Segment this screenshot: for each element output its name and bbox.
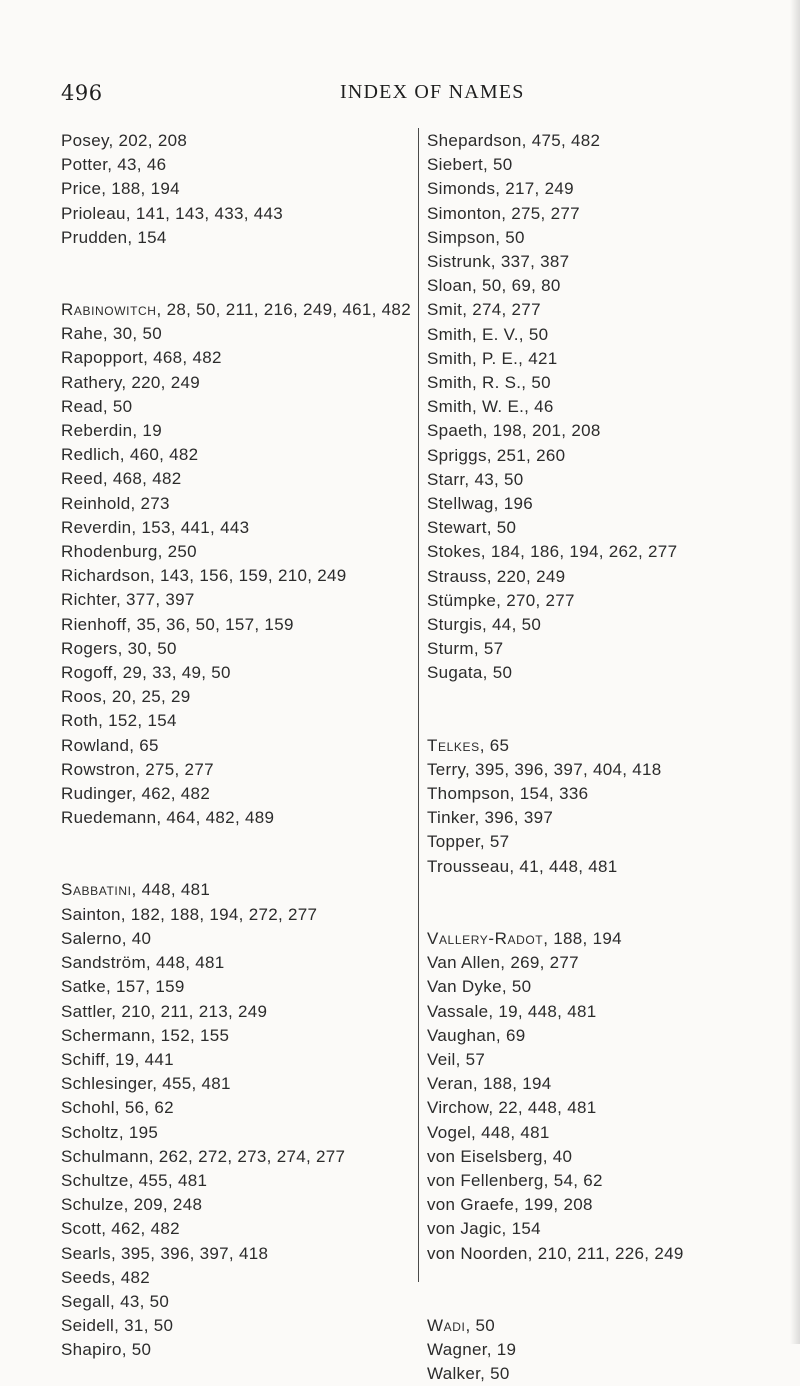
index-entry-text: Rogers, 30, 50 xyxy=(61,638,177,658)
index-entry xyxy=(427,250,787,274)
index-entry xyxy=(61,1145,421,1169)
index-entry xyxy=(427,1000,787,1024)
index-entry xyxy=(61,806,421,830)
page-header xyxy=(0,81,800,121)
index-entry xyxy=(427,540,787,564)
index-entry xyxy=(427,1121,787,1145)
column-divider xyxy=(418,128,419,1282)
index-entry-text: Spriggs, 251, 260 xyxy=(427,445,566,465)
index-entry xyxy=(427,661,787,685)
letter-section-gap xyxy=(427,686,787,734)
index-entry-text: Sturm, 57 xyxy=(427,639,504,659)
index-entry xyxy=(427,758,787,782)
index-entry-text: Rahe, 30, 50 xyxy=(61,324,162,344)
index-entry xyxy=(427,1169,787,1193)
index-entry-text: Rhodenburg, 250 xyxy=(61,542,197,562)
section-lead-name: Sabbatini xyxy=(61,880,132,900)
index-entry xyxy=(61,298,416,322)
letter-section-gap xyxy=(61,250,421,298)
index-entry-text: Spaeth, 198, 201, 208 xyxy=(427,421,601,441)
index-entry xyxy=(61,782,421,806)
index-entry xyxy=(427,734,782,758)
index-entry-text: Schermann, 152, 155 xyxy=(61,1025,230,1045)
index-entry xyxy=(427,1145,787,1169)
index-entry-text: Salerno, 40 xyxy=(61,928,152,948)
index-entry-text: , 65 xyxy=(479,735,510,755)
index-entry-text: Posey, 202, 208 xyxy=(61,131,188,150)
index-entry-text: Rienhoff, 35, 36, 50, 157, 159 xyxy=(61,614,294,634)
index-entry-text: Vogel, 448, 481 xyxy=(427,1122,550,1142)
index-entry-text: Schiff, 19, 441 xyxy=(61,1049,174,1069)
index-entry xyxy=(61,734,421,758)
index-entry-text: Price, 188, 194 xyxy=(61,179,180,199)
index-entry xyxy=(61,1338,421,1362)
index-entry-text: , 28, 50, 211, 216, 249, 461, 482 xyxy=(156,300,411,320)
index-entry xyxy=(61,419,421,443)
index-entry xyxy=(61,1290,421,1314)
index-entry-text: Trousseau, 41, 448, 481 xyxy=(427,856,618,876)
index-column-right xyxy=(427,129,787,1386)
index-entry-text: Walker, 50 xyxy=(427,1364,510,1384)
index-entry xyxy=(427,637,787,661)
index-entry xyxy=(61,975,421,999)
running-head: INDEX OF NAMES xyxy=(340,81,525,103)
index-entry-text: Rathery, 220, 249 xyxy=(61,372,200,392)
index-entry xyxy=(61,540,421,564)
index-entry xyxy=(427,1096,787,1120)
index-entry xyxy=(61,709,421,733)
index-entry-text: von Jagic, 154 xyxy=(427,1219,541,1239)
index-entry xyxy=(61,322,421,346)
index-entry xyxy=(61,395,421,419)
index-entry-text: Shepardson, 475, 482 xyxy=(427,131,601,150)
index-entry-text: Searls, 395, 396, 397, 418 xyxy=(61,1243,269,1263)
index-entry-text: Smit, 274, 277 xyxy=(427,300,541,320)
index-entry-text: , 50 xyxy=(465,1315,496,1335)
index-entry xyxy=(61,588,421,612)
index-entry-text: Segall, 43, 50 xyxy=(61,1291,170,1311)
index-entry xyxy=(427,347,787,371)
index-entry xyxy=(61,758,421,782)
index-entry xyxy=(61,371,421,395)
index-entry-text: Vaughan, 69 xyxy=(427,1025,526,1045)
index-entry-text: Van Allen, 269, 277 xyxy=(427,953,579,973)
index-entry xyxy=(61,129,421,153)
index-entry xyxy=(61,1314,421,1338)
index-entry-text: , 448, 481 xyxy=(131,880,211,900)
index-entry-text: , 188, 194 xyxy=(543,928,622,948)
section-lead-name: Rabinowitch xyxy=(61,300,157,320)
index-entry-text: Sturgis, 44, 50 xyxy=(427,615,542,635)
index-entry-text: Stümpke, 270, 277 xyxy=(427,590,575,610)
index-entry xyxy=(427,202,787,226)
index-entry-text: Sandström, 448, 481 xyxy=(61,953,225,973)
index-entry-text: Simpson, 50 xyxy=(427,227,525,247)
page-number: 496 xyxy=(61,81,103,105)
index-entry-text: Terry, 395, 396, 397, 404, 418 xyxy=(427,759,662,779)
index-entry-text: Stellwag, 196 xyxy=(427,494,533,514)
index-entry xyxy=(427,1338,787,1362)
index-entry-text: Strauss, 220, 249 xyxy=(427,566,566,586)
index-entry-text: Seidell, 31, 50 xyxy=(61,1316,174,1336)
index-entry-text: Schohl, 56, 62 xyxy=(61,1098,174,1118)
index-entry xyxy=(61,661,421,685)
section-lead-name: Wadi xyxy=(427,1315,466,1335)
index-entry xyxy=(427,129,787,153)
index-entry-text: Sainton, 182, 188, 194, 272, 277 xyxy=(61,904,318,924)
section-lead-name: Vallery-Radot xyxy=(427,928,544,948)
index-entry-text: Smith, E. V., 50 xyxy=(427,324,549,344)
index-entry xyxy=(427,565,787,589)
index-entry-text: Thompson, 154, 336 xyxy=(427,784,589,804)
index-entry-text: Seeds, 482 xyxy=(61,1267,151,1287)
index-entry xyxy=(61,153,421,177)
index-entry xyxy=(427,226,787,250)
index-entry xyxy=(61,564,421,588)
index-entry-text: Sugata, 50 xyxy=(427,663,513,683)
index-entry-text: von Noorden, 210, 211, 226, 249 xyxy=(427,1243,684,1263)
index-entry-text: von Fellenberg, 54, 62 xyxy=(427,1170,603,1190)
index-entry xyxy=(61,1048,421,1072)
index-entry-text: Sistrunk, 337, 387 xyxy=(427,252,570,272)
index-entry xyxy=(61,202,421,226)
index-entry-text: Reinhold, 273 xyxy=(61,493,170,513)
index-entry xyxy=(61,903,421,927)
index-entry-text: Richter, 377, 397 xyxy=(61,590,195,610)
index-entry xyxy=(427,951,787,975)
index-entry-text: Stokes, 184, 186, 194, 262, 277 xyxy=(427,542,678,562)
index-entry xyxy=(61,443,421,467)
index-entry-text: Ruedemann, 464, 482, 489 xyxy=(61,808,275,828)
index-entry xyxy=(61,516,421,540)
index-entry-text: Simonton, 275, 277 xyxy=(427,203,580,223)
index-entry xyxy=(427,177,787,201)
index-entry xyxy=(427,323,787,347)
index-entry-text: Tinker, 396, 397 xyxy=(427,808,554,828)
index-entry-text: Shapiro, 50 xyxy=(61,1340,152,1360)
index-entry xyxy=(427,468,787,492)
index-entry-text: Vassale, 19, 448, 481 xyxy=(427,1001,597,1021)
index-entry-text: Read, 50 xyxy=(61,396,133,416)
index-entry-text: Stewart, 50 xyxy=(427,518,517,538)
index-entry-text: Rudinger, 462, 482 xyxy=(61,784,211,804)
index-entry-text: Sattler, 210, 211, 213, 249 xyxy=(61,1001,268,1021)
index-entry xyxy=(427,1193,787,1217)
index-entry-text: Veil, 57 xyxy=(427,1049,486,1069)
index-entry-text: Roth, 152, 154 xyxy=(61,711,177,731)
index-entry-text: Scott, 462, 482 xyxy=(61,1219,180,1239)
index-entry-text: Prudden, 154 xyxy=(61,227,167,247)
index-entry xyxy=(61,1266,421,1290)
index-entry-text: von Graefe, 199, 208 xyxy=(427,1195,593,1215)
index-entry-text: Sloan, 50, 69, 80 xyxy=(427,276,561,296)
index-entry-text: Simonds, 217, 249 xyxy=(427,179,574,199)
index-entry-text: Schlesinger, 455, 481 xyxy=(61,1074,231,1094)
index-entry-text: Starr, 43, 50 xyxy=(427,469,524,489)
index-entry-text: Schultze, 455, 481 xyxy=(61,1170,208,1190)
index-entry xyxy=(427,613,787,637)
index-entry xyxy=(427,1242,787,1266)
index-entry xyxy=(427,492,787,516)
index-entry-text: Virchow, 22, 448, 481 xyxy=(427,1098,597,1118)
index-entry-text: Veran, 188, 194 xyxy=(427,1074,552,1094)
index-entry xyxy=(61,1096,421,1120)
section-lead-name: Telkes xyxy=(427,735,480,755)
index-entry-text: Richardson, 143, 156, 159, 210, 249 xyxy=(61,566,347,586)
index-entry-text: Wagner, 19 xyxy=(427,1339,517,1359)
index-entry xyxy=(427,1314,782,1338)
index-entry xyxy=(61,346,421,370)
index-entry-text: Reed, 468, 482 xyxy=(61,469,182,489)
index-entry xyxy=(427,830,787,854)
index-entry-text: Van Dyke, 50 xyxy=(427,977,532,997)
index-entry-text: Satke, 157, 159 xyxy=(61,977,185,997)
index-entry xyxy=(427,806,787,830)
index-entry-text: Reverdin, 153, 441, 443 xyxy=(61,517,250,537)
index-entry xyxy=(427,371,787,395)
index-entry-text: Rogoff, 29, 33, 49, 50 xyxy=(61,663,231,683)
index-entry xyxy=(427,589,787,613)
index-entry-text: von Eiselsberg, 40 xyxy=(427,1146,573,1166)
index-entry-text: Siebert, 50 xyxy=(427,155,513,175)
index-entry-text: Potter, 43, 46 xyxy=(61,155,167,175)
index-entry xyxy=(427,1048,787,1072)
index-entry xyxy=(61,467,421,491)
index-entry xyxy=(61,1121,421,1145)
index-entry xyxy=(427,444,787,468)
index-entry xyxy=(427,298,787,322)
index-entry xyxy=(61,1024,421,1048)
index-column-left xyxy=(61,129,421,1363)
index-entry xyxy=(61,1169,421,1193)
index-entry xyxy=(427,1072,787,1096)
index-entry-text: Rapopport, 468, 482 xyxy=(61,348,222,368)
index-entry xyxy=(427,274,787,298)
index-entry xyxy=(61,1072,421,1096)
index-entry-text: Topper, 57 xyxy=(427,832,510,852)
index-entry xyxy=(61,1217,421,1241)
index-entry-text: Reberdin, 19 xyxy=(61,421,162,441)
index-entry xyxy=(427,1362,787,1386)
index-entry xyxy=(61,951,421,975)
index-entry xyxy=(427,419,787,443)
index-entry xyxy=(427,975,787,999)
index-entry-text: Redlich, 460, 482 xyxy=(61,445,199,465)
index-entry xyxy=(61,177,421,201)
index-entry-text: Schulmann, 262, 272, 273, 274, 277 xyxy=(61,1146,346,1166)
index-entry-text: Smith, R. S., 50 xyxy=(427,373,551,393)
index-entry xyxy=(61,1000,421,1024)
letter-section-gap xyxy=(61,830,421,878)
index-entry-text: Rowland, 65 xyxy=(61,735,159,755)
index-entry-text: Schulze, 209, 248 xyxy=(61,1195,203,1215)
index-entry-text: Smith, P. E., 421 xyxy=(427,348,558,368)
index-entry xyxy=(427,927,782,951)
index-entry-text: Roos, 20, 25, 29 xyxy=(61,687,191,707)
index-entry xyxy=(61,878,416,902)
index-entry xyxy=(61,637,421,661)
index-entry xyxy=(61,1242,421,1266)
index-entry xyxy=(427,1024,787,1048)
index-entry xyxy=(427,153,787,177)
index-entry xyxy=(427,1217,787,1241)
index-entry xyxy=(61,613,421,637)
index-entry xyxy=(61,1193,421,1217)
index-entry xyxy=(61,226,421,250)
page-edge-shadow xyxy=(790,0,800,1344)
index-entry xyxy=(427,395,787,419)
index-entry xyxy=(427,516,787,540)
index-entry xyxy=(61,685,421,709)
letter-section-gap xyxy=(427,879,787,927)
index-entry xyxy=(427,855,787,879)
index-entry-text: Rowstron, 275, 277 xyxy=(61,759,214,779)
index-entry xyxy=(61,927,421,951)
index-entry-text: Smith, W. E., 46 xyxy=(427,397,554,417)
letter-section-gap xyxy=(427,1266,787,1314)
index-entry xyxy=(61,492,421,516)
index-entry-text: Scholtz, 195 xyxy=(61,1122,159,1142)
index-entry xyxy=(427,782,787,806)
index-entry-text: Prioleau, 141, 143, 433, 443 xyxy=(61,203,284,223)
